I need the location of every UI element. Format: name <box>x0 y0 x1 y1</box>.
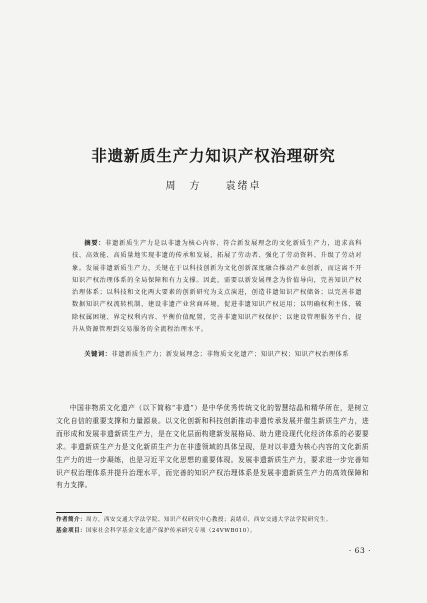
abstract <box>72 238 362 336</box>
article-authors: 周 方 袁绪卓 <box>165 181 262 192</box>
author-footnote-label: 作者简介： <box>56 517 86 523</box>
fund-footnote <box>56 526 376 537</box>
abstract-text: 非遗新质生产力是以非遗为核心内容、符合新发展理念的文化新质生产力，追求高科技、高效能、高质量地实现非遗的传承和发展，拓展了劳动者、强化了劳动资料、升级了劳动对象。发展非遗新质生产力，关键在于以科技创新为文化创新深度融合推动产业创新，而这离不开知识产权治理体系的全局保障和有力支撑。因此，需要以新发展理念为价值导向，完善知识产权治理体系；以科技和文化两大要素的创新研究为支点演进，创造非遗知识产权储备；以完善非遗数据知识产权流转机制，建设非遗产业营商环境，促进非遗知识产权运用；以明确权利主体、破除权属困境、界定权利内容、平衡价值配置，完善非遗知识产权保护；以建设管理服务平台，提升从资源管理到交易服务的全流程治理水平。 <box>72 240 362 334</box>
author-footnote-text: 周方，西安交通大学法学院、知识产权研究中心教授；袁绪卓，西安交通大学法学院研究生。 <box>85 517 332 523</box>
keywords-label: 关键词： <box>84 351 112 358</box>
keywords-text: 非遗新质生产力；新发展理念；非物质文化遗产；知识产权；知识产权治理体系 <box>111 351 350 358</box>
footnote-divider <box>56 512 102 513</box>
author-footnote <box>56 515 376 526</box>
keywords <box>72 349 362 361</box>
body-paragraph: 中国非物质文化遗产（以下简称“非遗”）是中华优秀传统文化的智慧结晶和精华所在，是树立文化自信的重要支撑和力量源泉。以文化创新和科技创新推动非遗传承发展并催生新质生产力，进而形成和发展非遗新质生产力，是在文化层面构建新发展格局、助力建设现代化经济体系的必要要求。非遗新质生产力是文化新质生产力在非遗领域的具体呈现，是对以非遗为核心内容的文化新质生产力的进一步凝练，也是习近平文化思想的重要体现。发展非遗新质生产力，要求进一步完善知识产权治理体系并提升治理水平，而完善的知识产权治理体系是发展非遗新质生产力的高效保障和有力支撑。 <box>56 404 369 490</box>
article-title: 非遗新质生产力知识产权治理研究 <box>91 147 336 165</box>
fund-footnote-text: 国家社会科学基金文化遗产保护传承研究专项（24VWB010）。 <box>85 528 256 534</box>
abstract-label: 摘要： <box>84 240 106 247</box>
fund-footnote-label: 基金项目： <box>56 528 86 534</box>
page-number: · 63 · <box>348 546 371 555</box>
